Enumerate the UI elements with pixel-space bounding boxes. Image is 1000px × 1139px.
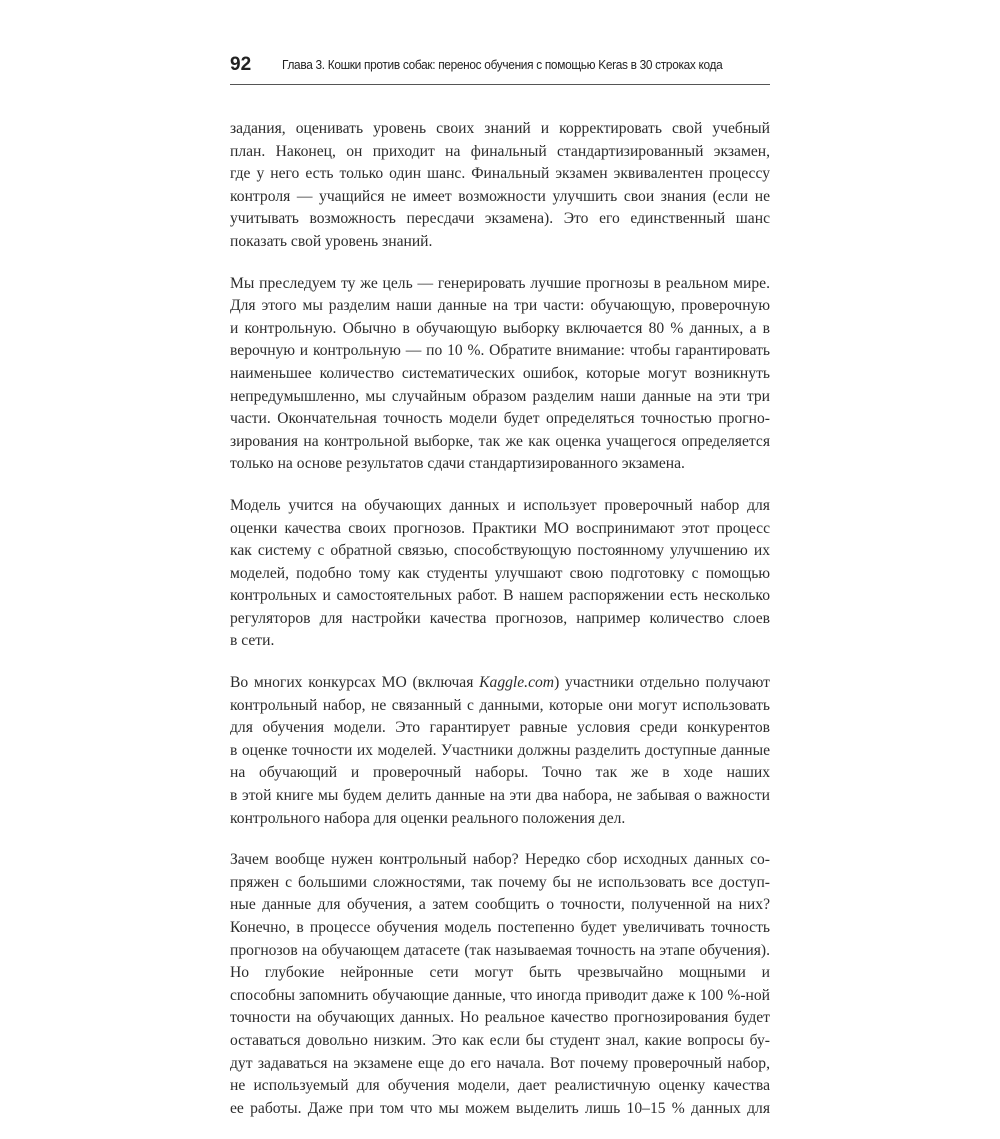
text-line: в оценке точности их моделей. Участники должны разделить доступные данные bbox=[230, 741, 770, 759]
text-line: части. Окончательная точность модели будет определяться точностью прогно- bbox=[230, 410, 770, 428]
text-line: Конечно, в процессе обучения модель постепенно будет увеличивать точность bbox=[230, 919, 770, 936]
text-line: верочную и контрольную — по 10 %. Обратите внимание: чтобы гарантировать bbox=[230, 342, 770, 360]
text-line: прогнозов на обучающем датасете (так называемая точность на этапе обучения). bbox=[230, 941, 770, 959]
text-line: только на основе результатов сдачи стандартизированного экзамена. bbox=[230, 455, 685, 473]
text-line: контрольный набор, не связанный с данными, которые они могут использовать bbox=[230, 696, 770, 714]
body-text bbox=[230, 118, 770, 1139]
text-line: в этой книге мы будем делить данные на эти два набора, не забывая о важности bbox=[230, 787, 770, 805]
text-line: пряжен с большими сложностями, так почему бы не использовать все доступ- bbox=[230, 873, 770, 891]
paragraph bbox=[230, 849, 770, 1120]
text-line: учитывать возможность пересдачи экзамена). Это его единственный шанс bbox=[230, 210, 770, 228]
page-number: 92 bbox=[230, 54, 252, 75]
text-line: Зачем вообще нужен контрольный набор? Нередко сбор исходных данных со- bbox=[230, 851, 770, 869]
paragraph bbox=[230, 495, 770, 653]
text-line: регуляторов для настройки качества прогнозов, например количество слоев bbox=[230, 609, 770, 627]
text-line: контрольного набора для оценки реального положения дел. bbox=[230, 809, 626, 827]
text-line: зирования на контрольной выборке, так же как оценка учащегося определяется bbox=[230, 432, 770, 450]
text-segment: ) участники отдельно получают bbox=[554, 674, 770, 692]
text-line: Но глубокие нейронные сети могут быть чрезвычайно мощными и bbox=[230, 964, 770, 982]
text-line: наименьшее количество систематических ошибок, которые могут возникнуть bbox=[230, 364, 770, 382]
text-line: и контрольную. Обычно в обучающую выборку включается 80 % данных, а в bbox=[230, 319, 770, 337]
text-line: где у него есть только один шанс. Финальный экзамен эквивалентен процессу bbox=[230, 165, 770, 183]
text-line: контроля — учащийся не имеет возможности улучшить свои знания (если не bbox=[230, 187, 770, 205]
text-line: ее работы. Даже при том что мы можем выделить лишь 10–15 % данных для bbox=[230, 1099, 770, 1117]
text-line: оценки качества своих прогнозов. Практики МО воспринимают этот процесс bbox=[230, 519, 770, 537]
paragraph bbox=[230, 672, 770, 830]
text-line: точности на обучающих данных. Но реальное качество прогнозирования будет bbox=[230, 1009, 770, 1027]
text-line: дут задаваться на экзамене еще до его начала. Вот почему проверочный набор, bbox=[230, 1054, 770, 1072]
text-line: моделей, подобно тому как студенты улучшают свою подготовку с помощью bbox=[230, 564, 770, 582]
italic-site-name: Kaggle.com bbox=[479, 674, 555, 692]
text-line: способны запомнить обучающие данные, что иногда приводит даже к 100 %-ной bbox=[230, 986, 770, 1004]
text-line: непредумышленно, мы случайным образом разделим наши данные на эти три bbox=[230, 387, 770, 405]
text-line: для обучения модели. Это гарантирует равные условия среди конкурентов bbox=[230, 719, 770, 737]
text-line: Мы преследуем ту же цель — генерировать лучшие прогнозы в реальном мире. bbox=[230, 274, 770, 292]
chapter-title: Глава 3. Кошки против собак: перенос обучения с помощью Keras в 30 строках кода bbox=[282, 57, 723, 72]
text-line: ные данные для обучения, а затем сообщить о точности, полученной на них? bbox=[230, 896, 770, 914]
text-line: на обучающий и проверочный наборы. Точно так же в ходе наших bbox=[230, 764, 770, 782]
text-segment: Во многих конкурсах МО (включая bbox=[230, 674, 480, 692]
paragraph bbox=[230, 273, 770, 476]
text-line: план. Наконец, он приходит на финальный стандартизированный экзамен, bbox=[230, 142, 770, 160]
text-line: оставаться довольно низким. Это как если бы студент знал, какие вопросы бу- bbox=[230, 1031, 770, 1049]
text-line: контрольных и самостоятельных работ. В нашем распоряжении есть несколько bbox=[230, 587, 770, 605]
text-line: как систему с обратной связью, способствующую постоянному улучшению их bbox=[230, 542, 770, 560]
text-line: Для этого мы разделим наши данные на три части: обучающую, проверочную bbox=[230, 297, 770, 315]
text-line: не используемый для обучения модели, дает реалистичную оценку качества bbox=[230, 1077, 770, 1095]
paragraph bbox=[230, 118, 770, 254]
text-line: Модель учится на обучающих данных и использует проверочный набор для bbox=[230, 496, 770, 514]
text-line: в сети. bbox=[230, 632, 275, 650]
text-line: задания, оценивать уровень своих знаний и корректировать свой учебный bbox=[230, 120, 770, 137]
text-line bbox=[230, 672, 770, 695]
text-line: показать свой уровень знаний. bbox=[230, 232, 433, 250]
running-header bbox=[230, 54, 770, 85]
